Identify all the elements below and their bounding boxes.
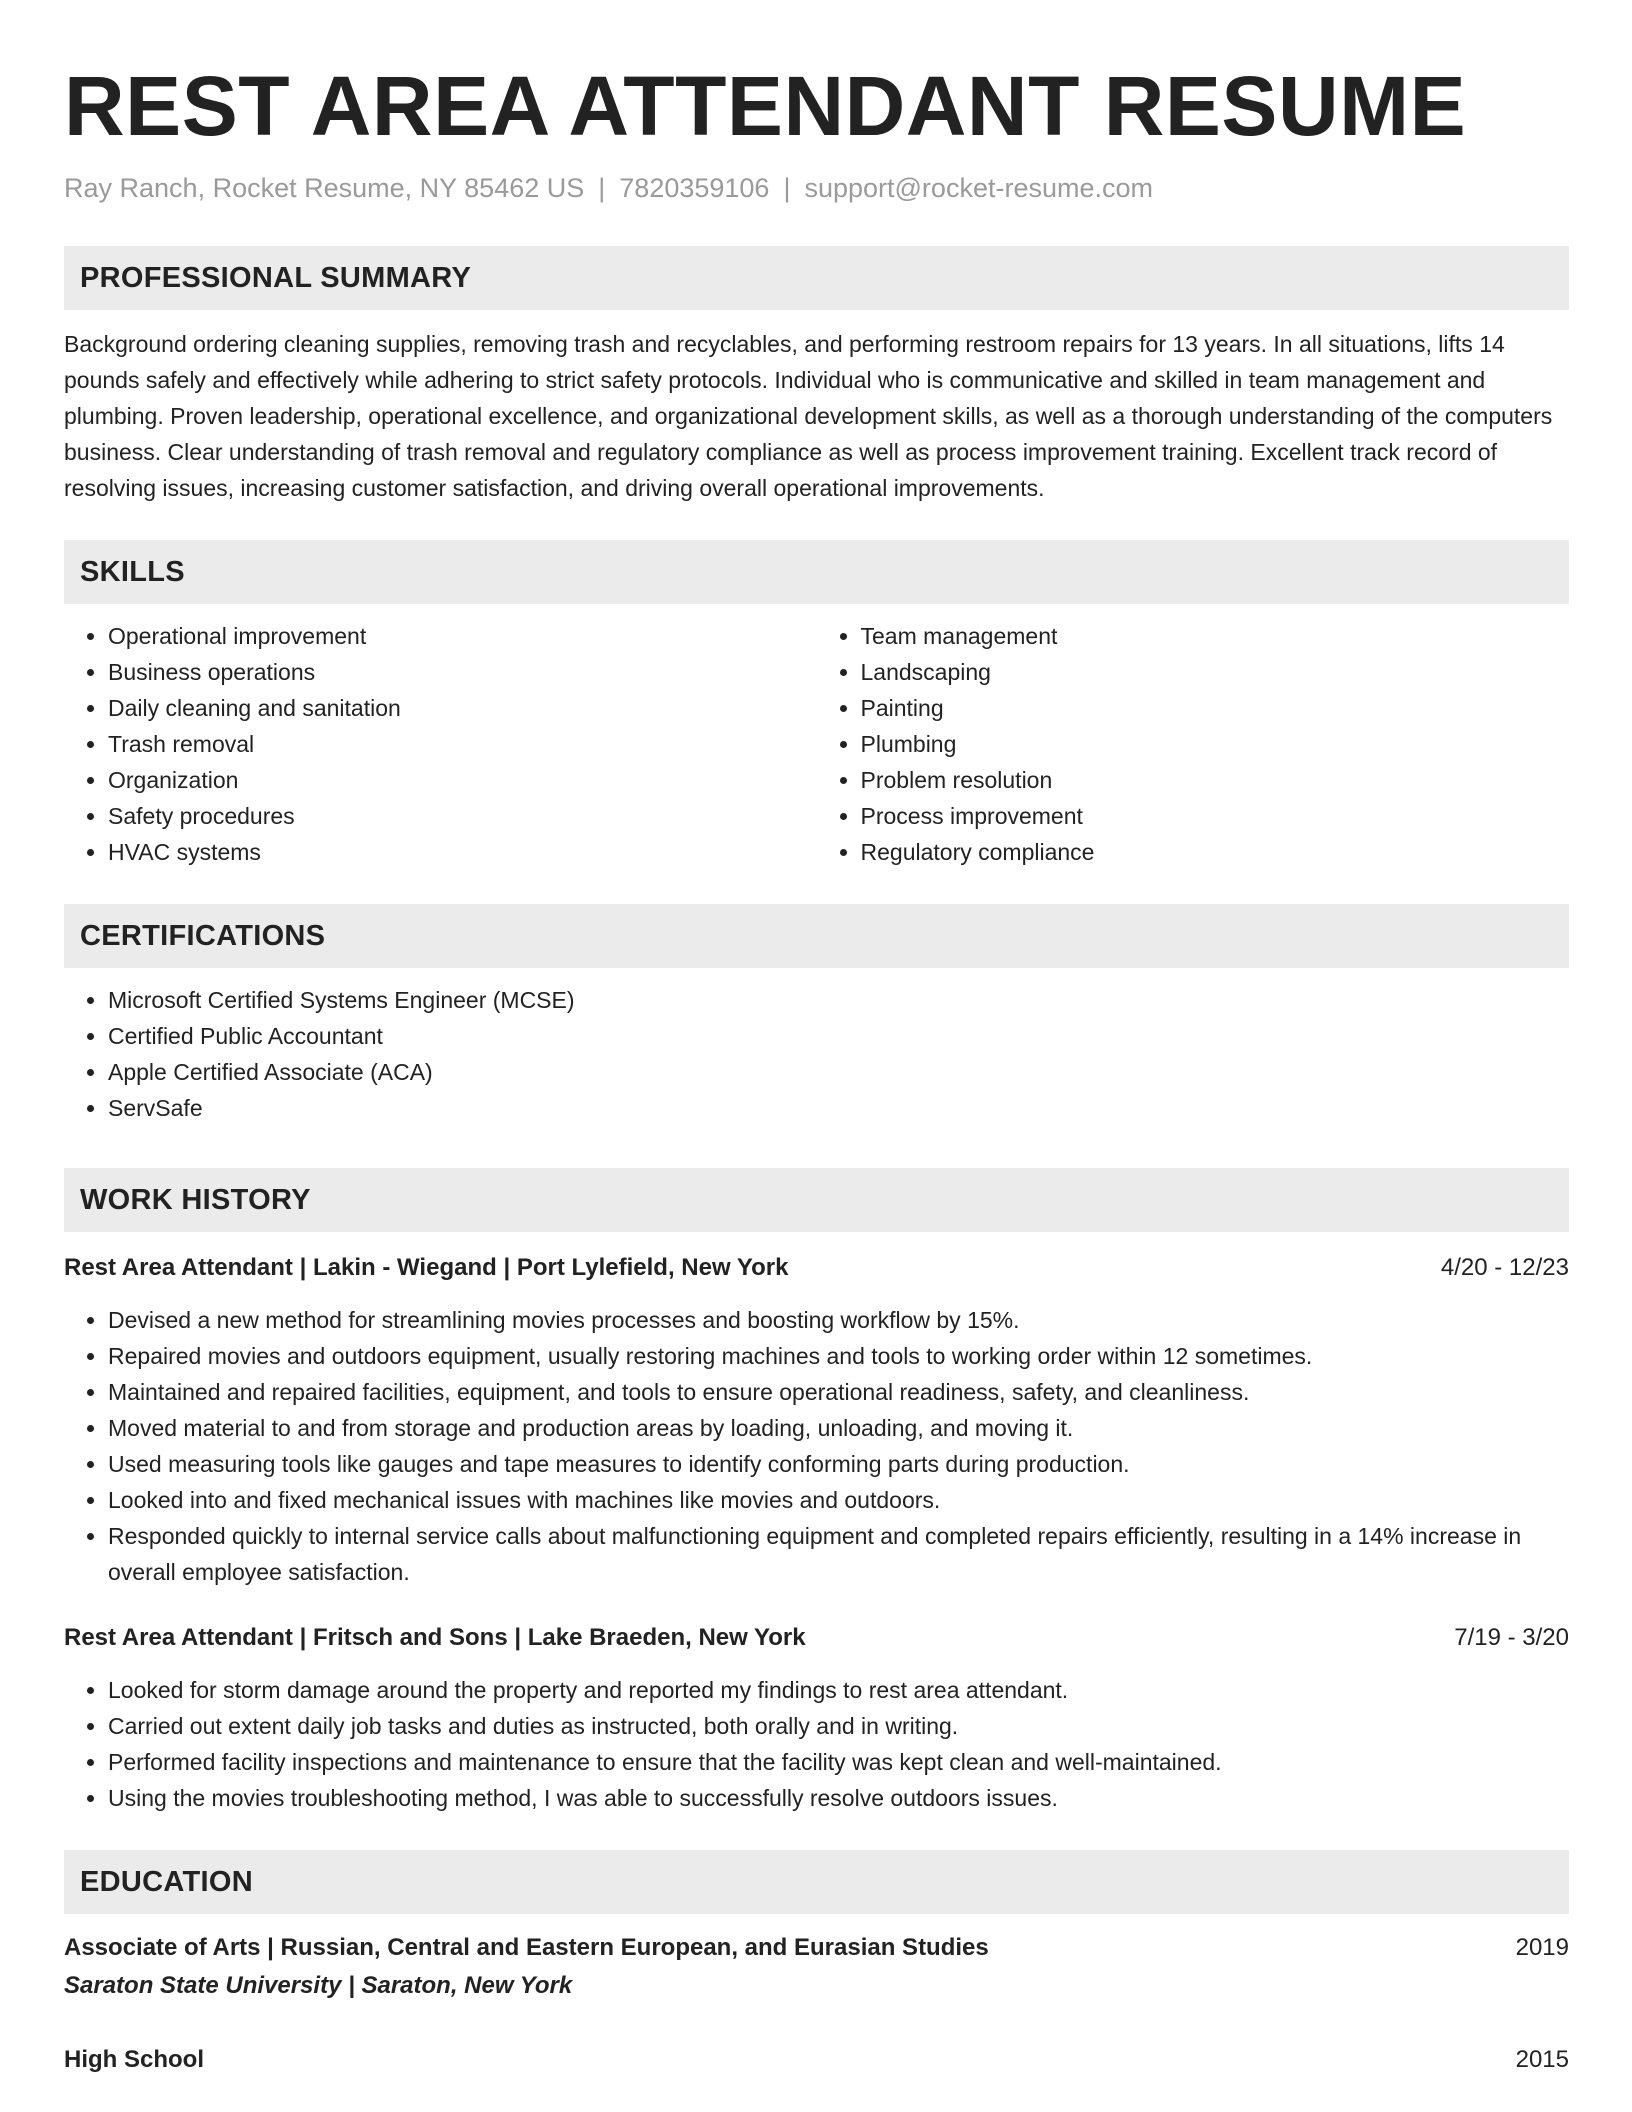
job-heading — [64, 1620, 1569, 1656]
skill-item: • Problem resolution — [861, 762, 1570, 798]
skill-item: • Process improvement — [861, 798, 1570, 834]
certification-item: • ServSafe — [108, 1090, 1569, 1126]
skill-item: • Painting — [861, 690, 1570, 726]
skill-item: • Team management — [861, 618, 1570, 654]
job-bullet: • Used measuring tools like gauges and tape measures to identify conforming parts during production. — [108, 1446, 1569, 1482]
job-bullet: • Looked into and fixed mechanical issues with machines like movies and outdoors. — [108, 1482, 1569, 1518]
contact-separator: | — [783, 173, 791, 203]
job-title: Rest Area Attendant | Fritsch and Sons | Lake Braeden, New York — [64, 1624, 806, 1651]
education-heading — [64, 1930, 1569, 1966]
skill-item: • Safety procedures — [108, 798, 817, 834]
resume-page — [64, 0, 1569, 2078]
section-header-work-history: WORK HISTORY — [64, 1168, 1569, 1232]
section-header-education: EDUCATION — [64, 1850, 1569, 1914]
skills-list-left — [64, 618, 817, 870]
certification-item: • Certified Public Accountant — [108, 1018, 1569, 1054]
education-degree: High School — [64, 2046, 204, 2073]
job-title: Rest Area Attendant | Lakin - Wiegand | Port Lylefield, New York — [64, 1254, 789, 1281]
education-year: 2019 — [1515, 1934, 1569, 1961]
certification-item: • Microsoft Certified Systems Engineer (MCSE) — [108, 982, 1569, 1018]
job-bullet: • Carried out extent daily job tasks and duties as instructed, both orally and in writing. — [108, 1708, 1569, 1744]
job-bullet: • Looked for storm damage around the property and reported my findings to rest area attendant. — [108, 1672, 1569, 1708]
job-bullet: • Repaired movies and outdoors equipment, usually restoring machines and tools to working order within 12 sometimes. — [108, 1338, 1569, 1374]
education-heading — [64, 2042, 1569, 2078]
skill-item: • Organization — [108, 762, 817, 798]
contact-line — [64, 170, 1569, 206]
skill-item: • Business operations — [108, 654, 817, 690]
skill-item: • Regulatory compliance — [861, 834, 1570, 870]
skill-item: • Landscaping — [861, 654, 1570, 690]
summary-text: Background ordering cleaning supplies, removing trash and recyclables, and performing restroom repairs for 13 years. In all situations, lifts 14 pounds safely and effectively while adhering to strict safety protocols. Individual who is communicative and skilled in team management and plumbing. Proven leadership, operational excellence, and organizational development skills, as well as a thorough understanding of the computers business. Clear understanding of trash removal and regulatory compliance as well as process improvement training. Excellent track record of resolving issues, increasing customer satisfaction, and driving overall operational improvements. — [64, 331, 1553, 501]
section-header-skills: SKILLS — [64, 540, 1569, 604]
job-heading — [64, 1250, 1569, 1286]
job-bullet: • Performed facility inspections and maintenance to ensure that the facility was kept clean and well-maintained. — [108, 1744, 1569, 1780]
certifications-list — [64, 982, 1569, 1126]
job-bullet: • Responded quickly to internal service calls about malfunctioning equipment and completed repairs efficiently, resulting in a 14% increase in overall employee satisfaction. — [108, 1518, 1569, 1590]
education-school: Saraton State University | Saraton, New York — [64, 1972, 573, 1999]
education-year: 2015 — [1515, 2046, 1569, 2073]
contact-separator: | — [598, 173, 606, 203]
job-bullet: • Maintained and repaired facilities, equipment, and tools to ensure operational readiness, safety, and cleanliness. — [108, 1374, 1569, 1410]
job-bullets — [64, 1302, 1569, 1590]
education-degree: Associate of Arts | Russian, Central and Eastern European, and Eurasian Studies — [64, 1934, 989, 1961]
skill-item: • HVAC systems — [108, 834, 817, 870]
skills-grid — [64, 618, 1569, 870]
job-bullets — [64, 1672, 1569, 1816]
resume-title: REST AREA ATTENDANT RESUME — [64, 59, 1467, 153]
skill-item: • Trash removal — [108, 726, 817, 762]
contact-phone: 7820359106 — [619, 173, 770, 203]
job-bullet: • Devised a new method for streamlining movies processes and boosting workflow by 15%. — [108, 1302, 1569, 1338]
skill-item: • Operational improvement — [108, 618, 817, 654]
skill-item: • Plumbing — [861, 726, 1570, 762]
certification-item: • Apple Certified Associate (ACA) — [108, 1054, 1569, 1090]
job-dates: 4/20 - 12/23 — [1440, 1254, 1569, 1281]
job-bullet: • Moved material to and from storage and production areas by loading, unloading, and moving it. — [108, 1410, 1569, 1446]
skill-item: • Daily cleaning and sanitation — [108, 690, 817, 726]
section-header-certifications: CERTIFICATIONS — [64, 904, 1569, 968]
job-dates: 7/19 - 3/20 — [1454, 1624, 1569, 1651]
job-bullet: • Using the movies troubleshooting method, I was able to successfully resolve outdoors issues. — [108, 1780, 1569, 1816]
section-header-summary: PROFESSIONAL SUMMARY — [64, 246, 1569, 310]
contact-address: Ray Ranch, Rocket Resume, NY 85462 US — [64, 173, 585, 203]
contact-email: support@rocket-resume.com — [804, 173, 1153, 203]
skills-list-right — [817, 618, 1570, 870]
